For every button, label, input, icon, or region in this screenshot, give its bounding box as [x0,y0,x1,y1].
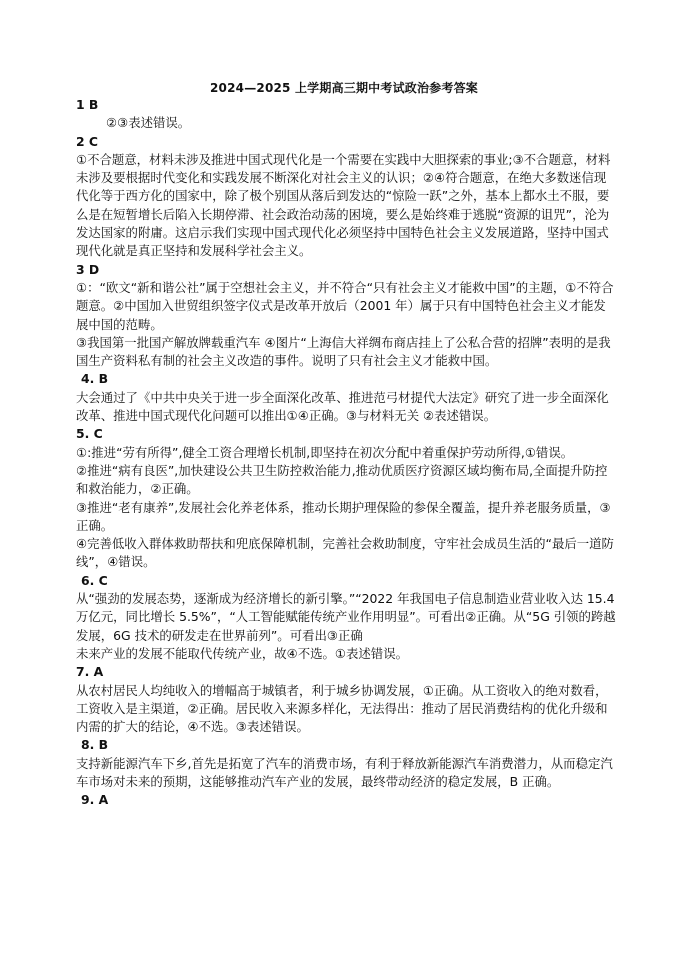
page-title: 2024—2025 上学期高三期中考试政治参考答案 [210,81,478,95]
explanation-paragraph: 大会通过了《中共中央关于进一步全面深化改革、推进范弓材提代大法定》研究了进一步全面深化改革、推进中国式现代化问题可以推出①④正确。③与材料无关 ②表述错误。 [76,389,609,424]
answer-key-line: 6. C [81,572,108,588]
explanation-paragraph: 支持新能源汽车下乡,首先是拓宽了汽车的消费市场，有利于释放新能源汽车消费潜力，从而稳定汽车市场对未来的预期，这能够推动汽车产业的发展，最终带动经济的稳定发展，B 正确。 [76,755,613,789]
explanation-paragraph: ①不合题意，材料未涉及推进中国式现代化是一个需要在实践中大胆探索的事业;③不合题意，材料未涉及要根据时代变化和实践发展不断深化对社会主义的认识；②④符合题意，在绝大多数迷信现代化等于西方化的国家中，除了极个别国从落后到发达的“惊险一跃”之外，基本上都水土不服，要么是在短暂增长后陷入长期停滞、社会政治动荡的困境，要么是始终难于逃脱“资源的诅咒”，沦为发达国家的附庸。这启示我们实现中国式现代化必须坚持中国特色社会主义发展道路，坚持中国式现代化就是真正坚持和发展科学社会主义。 [76,151,611,259]
explanation-paragraph: ③我国第一批国产解放牌载重汽车 ④图片“上海信大祥绸布商店挂上了公私合营的招牌”表明的是我国生产资料私有制的社会主义改造的事件。说明了只有社会主义才能救中国。 [76,334,611,369]
explanation-paragraph: ②推进“病有良医”,加快建设公共卫生防控救治能力,推动优质医疗资源区域均衡布局,全面提升防控和救治能力，②正确。 [76,462,608,497]
answer-content [76,96,616,810]
explanation-paragraph: 从农村居民人均纯收入的增幅高于城镇者，利于城乡协调发展，①正确。从工资收入的绝对数看，工资收入是主渠道，②正确。居民收入来源多样化，无法得出：推动了居民消费结构的优化升级和内需的扩大的结论，④不选。③表述错误。 [76,682,608,735]
answer-key-line: 9. A [81,792,109,808]
answer-key-line: 7. A [76,664,104,680]
explanation-paragraph: 从“强劲的发展态势，逐渐成为经济增长的新引擎。”“2022 年我国电子信息制造业营业收入达 15.4 万亿元，同比增长 5.5%”，“人工智能赋能传统产业作用明显”。可看出②正确。从“5G 引领的跨越发展，6G 技术的研发走在世界前列”。可看出③正确 [76,591,616,643]
explanation-paragraph: ④完善低收入群体救助帮扶和兜底保障机制，完善社会救助制度，守牢社会成员生活的“最后一道防线”，④错误。 [76,536,614,570]
answer-key-line: 2 C [76,133,99,149]
answer-key-line: 3 D [76,261,100,277]
explanation-paragraph: 未来产业的发展不能取代传统产业，故④不选。①表述错误。 [76,645,408,661]
explanation-paragraph: ②③表述错误。 [106,115,191,131]
answer-key-line: 1 B [76,97,99,112]
explanation-paragraph: ①:推进“劳有所得”,健全工资合理增长机制,即坚持在初次分配中着重保护劳动所得,①错误。 [76,444,574,460]
answer-key-line: 5. C [76,426,103,442]
explanation-paragraph: ③推进“老有康养”,发展社会化养老体系，推动长期护理保险的参保全覆盖，提升养老服务质量，③正确。 [76,499,611,533]
explanation-paragraph: ①：“欧文“新和谐公社”属于空想社会主义，并不符合“只有社会主义才能救中国”的主题，①不符合题意。②中国加入世贸组织签字仪式是改革开放后（2001 年）属于只有中国特色社会主义才能发展中国的范畴。 [76,279,614,332]
answer-key-line: 4. B [81,371,109,387]
answer-key-line: 8. B [81,737,109,753]
